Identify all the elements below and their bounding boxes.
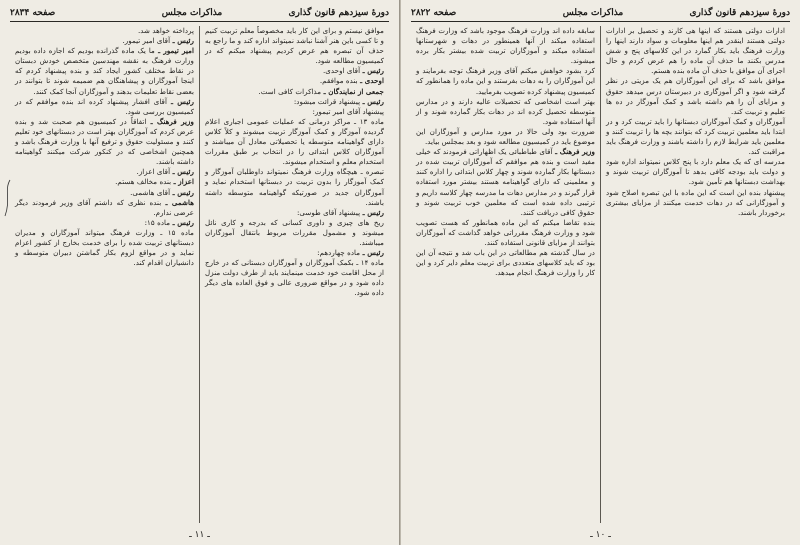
paragraph-text: مدرسه ای که یک معلم دارد با پنج کلاس نمیتواند اداره شود و دولت باید بودجه کافی بدهد تا آموزگاران تربیت شوند و بهداشت دبستانها هم تأمین شود. bbox=[606, 157, 785, 187]
paragraph-text: بنده تقاضا میکنم که این ماده همانطور که هست تصویب شود و وزارت فرهنگ مقرراتی خواهد گذاشت که آموزگاران بتوانند از مزایای قانونی استفاده کنند. bbox=[416, 217, 595, 247]
paragraph bbox=[205, 117, 384, 167]
paragraph bbox=[416, 248, 595, 278]
paragraph-text: آقای اعزاز. bbox=[136, 167, 171, 177]
paragraph bbox=[416, 26, 595, 66]
speaker-name: رئیس ـ bbox=[170, 167, 194, 177]
paragraph bbox=[205, 258, 384, 298]
paragraph-text: تبصره ـ هیچگاه وزارت فرهنگ نمیتواند داوطلبان آموزگار و کمک آموزگار را بدون تربیت در دبستانها استخدام نماید و آموزگاران جدید در صورتیکه گواهینامه متوسطه داشته باشند. bbox=[205, 167, 384, 207]
paragraph bbox=[416, 97, 595, 127]
paragraph-text: پیشنهاد آقای طوسی: bbox=[296, 207, 361, 217]
paragraph bbox=[205, 26, 384, 66]
paragraph-text: آقای اوحدی. bbox=[322, 66, 361, 76]
paragraph bbox=[15, 36, 194, 46]
speaker-name: رئیس ـ bbox=[360, 248, 384, 258]
column-left bbox=[10, 26, 199, 523]
page-number: ـ ۱۱ ـ bbox=[189, 530, 210, 540]
column-right bbox=[601, 26, 790, 523]
paragraph bbox=[205, 248, 384, 258]
paragraph-text: موافق باشد که برای این آموزگاران هم یک مزیتی در نظر گرفته شود و اگر آموزگاری در دبیرستان درس میدهد حقوق و مزایای آن را هم داشته باشد و کمک آموزگار در ده ها تعلیم و تربیت کند. bbox=[606, 76, 785, 116]
speaker-name: هاشمی ـ bbox=[161, 197, 194, 207]
header-rule bbox=[10, 21, 389, 22]
paragraph-text: بهتر است اشخاصی که تحصیلات عالیه دارند و در مدارس متوسطه تحصیل کرده اند در دهات بکار گمارده شوند و از آنها استفاده شود. bbox=[416, 96, 595, 126]
speaker-name: اوحدی ـ bbox=[357, 76, 384, 86]
paragraph bbox=[205, 107, 384, 117]
speaker-name: رئیس ـ bbox=[360, 96, 384, 106]
paragraph bbox=[205, 76, 384, 86]
speaker-name: جمعی از نمایندگان ـ bbox=[321, 86, 384, 96]
page-label: صفحه ۲۸۳۴ bbox=[10, 8, 56, 18]
paragraph bbox=[606, 76, 785, 116]
speaker-name: رئیس ـ bbox=[170, 36, 194, 46]
paragraph-text: بنده موافقم. bbox=[319, 76, 358, 86]
paragraph bbox=[15, 198, 194, 218]
text-columns bbox=[411, 26, 790, 523]
paragraph-text: مذاکرات کافی است. bbox=[258, 86, 322, 96]
column-right bbox=[200, 26, 389, 523]
text-columns bbox=[10, 26, 389, 523]
paragraph bbox=[205, 208, 384, 218]
paragraph-text: پرداخته خواهد شد. bbox=[138, 26, 194, 35]
right-page bbox=[400, 0, 800, 545]
paragraph bbox=[15, 26, 194, 36]
page-label: صفحه ۲۸۲۲ bbox=[411, 8, 457, 18]
paragraph bbox=[15, 117, 194, 167]
speaker-name: رئیس ـ bbox=[360, 207, 384, 217]
speaker-name: رئیس ـ bbox=[170, 187, 194, 197]
paragraph-text: آقای امیر تیمور. bbox=[122, 36, 171, 46]
paragraph bbox=[205, 97, 384, 107]
paragraph bbox=[606, 117, 785, 157]
paragraph-text: ضرورت بود ولی حالا در مورد مدارس و آموزگاران این موضوع باید در کمیسیون مطالعه شود و بعد بمجلس بیاید. bbox=[416, 126, 595, 147]
paragraph bbox=[416, 127, 595, 147]
session-title: دورهٔ سیزدهم قانون گذاری bbox=[288, 8, 389, 18]
paragraph bbox=[205, 167, 384, 207]
paragraph-text: ما یک ماده گذرانده بودیم که اجازه داده بودیم وزارت فرهنگ به نقشه مهندسین متخصص خودش دبستان در نقاط مختلف کشور ایجاد کند و بنده پیشنهاد کردم که اینجا آموزگاران و پیشاهنگان هم ضمیمه شوند تا بتوانند در بعضی نقاط تعلیمات بدهند و آموزگاران آنجا کمک کنند. bbox=[15, 46, 194, 96]
paragraph bbox=[205, 218, 384, 248]
speaker-name: وزیر فرهنگ ـ bbox=[552, 147, 595, 157]
header-rule bbox=[411, 21, 790, 22]
paragraph-text: آقای افشار پیشنهاد کرده اند بنده موافقم که در کمیسیون بررسی شود. bbox=[15, 96, 194, 116]
paragraph bbox=[15, 97, 194, 117]
paragraph bbox=[15, 218, 194, 228]
paragraph-text: پیشنهاد آقای امیر تیمور: bbox=[312, 106, 384, 116]
paragraph-text: بنده مخالف هستم. bbox=[115, 177, 172, 187]
paragraph-text: اتفاقاً در کمیسیون هم صحبت شد و بنده عرض کردم که آموزگاران بهتر است در دبستانهای خود تعلیم کنند و مسئولیت حقوق و ترفیع آنها با وزارت فرهنگ باشد و همچنین اشخاصی که در کنکور شرکت میکنند گواهینامه داشته باشند. bbox=[15, 116, 194, 167]
speaker-name: رئیس ـ bbox=[360, 66, 384, 76]
paragraph-text: ماده ۱۴ ـ بکمک آموزگاران و آموزگاران دبستانی که در خارج از محل اقامت خود خدمت مینمایند باید از طرف دولت منزل داده شود و در مواقع ضروری عالی و فوق العاده های دیگر داده شود. bbox=[205, 258, 384, 298]
section-title: مذاکرات مجلس bbox=[161, 8, 223, 18]
paragraph-text: آقای هاشمی. bbox=[130, 187, 171, 197]
speaker-name: رئیس ـ bbox=[167, 96, 194, 106]
paragraph-text: پیشنهاد بنده این است که این ماده با این تبصره اصلاح شود و آموزگارانی که در دهات خدمت میکنند از مزایای بیشتری برخوردار باشند. bbox=[606, 187, 785, 217]
paragraph bbox=[416, 147, 595, 218]
speaker-name: رئیس ـ bbox=[170, 217, 194, 227]
paragraph bbox=[416, 218, 595, 248]
margin-mark bbox=[2, 178, 12, 218]
paragraph bbox=[606, 188, 785, 218]
paragraph bbox=[15, 188, 194, 198]
paragraph-text: کرد بشود خواهش میکنم آقای وزیر فرهنگ توجه بفرمایند و این آموزگاران را به دهات بفرستند و این ماده را همانطور که کمیسیون پیشنهاد کرده تصویب بفرمایید. bbox=[416, 66, 595, 96]
paragraph bbox=[15, 228, 194, 268]
paragraph bbox=[205, 87, 384, 97]
paragraph-text: سابقه داده اند وزارت فرهنگ موجود باشد که وزارت فرهنگ استفاده میکند از آنها همینطور در دهات و شهرستانها استفاده میکند و آموزگاران تربیت شده بیشتر بکار برده میشوند. bbox=[416, 26, 595, 66]
paragraph-text: ماده چهاردهم: bbox=[317, 248, 361, 258]
paragraph bbox=[15, 46, 194, 96]
paragraph-text: ماده ۱۵ ـ وزارت فرهنگ میتواند آموزگاران و مدیران دبستانهای تربیت شده را برای خدمت بخارج از کشور اعزام نماید و در مواقع لزوم بکار گماشتن دبیران متوسطه و دانشیاران اقدام کند. bbox=[15, 227, 194, 268]
paragraph-text: آقای طباطبائی یک اظهاراتی فرمودند که خیلی مفید است و بنده هم موافقم که آموزگاران تربیت شده در دبستانها بکار گمارده شوند و چهار کلاس ابتدائی را اداره کنند و معلمینی که دارای گواهینامه هستند بیشتر مورد استفاده قرار گیرند و در مدارس دهات ما مدرسه چهار کلاسه داریم و ترتیبی داده شده است که معلمین خوب تربیت شوند و حقوق کافی دریافت کنند. bbox=[416, 147, 595, 217]
paragraph-text: ماده ۱۳ ـ مراکز درمانی که عملیات عمومی اجباری اعلام گردیده آموزگار و کمک آموزگار تربیت میشوند و کلاً کلاس دارای گواهینامه متوسطه یا تحصیلاتی معادل آن میباشند و آموزگاران کلاس ابتدائی را در انتخاب بر طبق مقررات استخدام معلم و استخدام میشوند. bbox=[205, 116, 384, 167]
paragraph bbox=[416, 66, 595, 96]
paragraph-text: پیشنهاد قرائت میشود: bbox=[293, 96, 361, 106]
section-title: مذاکرات مجلس bbox=[562, 8, 624, 18]
paragraph bbox=[15, 167, 194, 177]
speaker-name: امیر تیمور ـ bbox=[154, 46, 194, 56]
paragraph-text: آموزگاران و کمک آموزگاران دبستانها را باید تربیت کرد و در ابتدا باید معلمین تربیت کرد که بتوانند بچه ها را تربیت کنند و معلمین باید شرایط لازم را داشته باشند و وزارت فرهنگ باید مراقبت کند. bbox=[606, 116, 785, 157]
page-number: ـ ۱۰ ـ bbox=[590, 530, 611, 540]
speaker-name: اعزاز ـ bbox=[171, 177, 194, 187]
page-header bbox=[10, 6, 389, 22]
paragraph-text: ماده ۱۵: bbox=[144, 217, 171, 227]
paragraph-text: موافق نیستم و برای این کار باید مخصوصاً معلم تربیت کنیم و تا کسی باین هنر آشنا نباشد نمیتواند اداره کند و ما راجع به حذف آن تبصره هم عرض کردیم پیشنهاد میکنم که در کمیسیون مطالعه شود. bbox=[205, 26, 384, 66]
paragraph bbox=[205, 66, 384, 76]
paragraph bbox=[606, 26, 785, 76]
paragraph-text: ریخ های چیزی و داوری کسانی که بدرجه و کاری نائل میشوند و مشمول مقررات مربوط بانتقال آموزگاران میباشند. bbox=[205, 217, 384, 247]
page-header bbox=[411, 6, 790, 22]
paragraph bbox=[606, 157, 785, 187]
paragraph-text: بنده نظری که داشتم آقای وزیر فرمودند دیگر عرضی ندارم. bbox=[15, 197, 194, 217]
session-title: دورهٔ سیزدهم قانون گذاری bbox=[689, 8, 790, 18]
paragraph-text: در سال گذشته هم مطالعاتی در این باب شد و نتیجه آن این بود که باید کلاسهای متعددی برای تربیت معلم دایر کرد و این کار را وزارت فرهنگ انجام میدهد. bbox=[416, 248, 595, 278]
paragraph bbox=[15, 177, 194, 187]
speaker-name: وزیر فرهنگ ـ bbox=[146, 116, 194, 126]
paragraph-text: ادارات دولتی هستند که اینها هی کارند و تحصیل بر ادارات دولتی هستند اینقدر هم اینها معلومات و سواد دارند اینها را وزارت فرهنگ باید بکار گمارد در این کلاسهای پنج و شش مدرس بکنند ما حذف آن ماده را هم عرض کردم و حال اجرای آن موافق با حذف آن ماده بنده هستم. bbox=[606, 26, 785, 76]
column-left bbox=[411, 26, 600, 523]
